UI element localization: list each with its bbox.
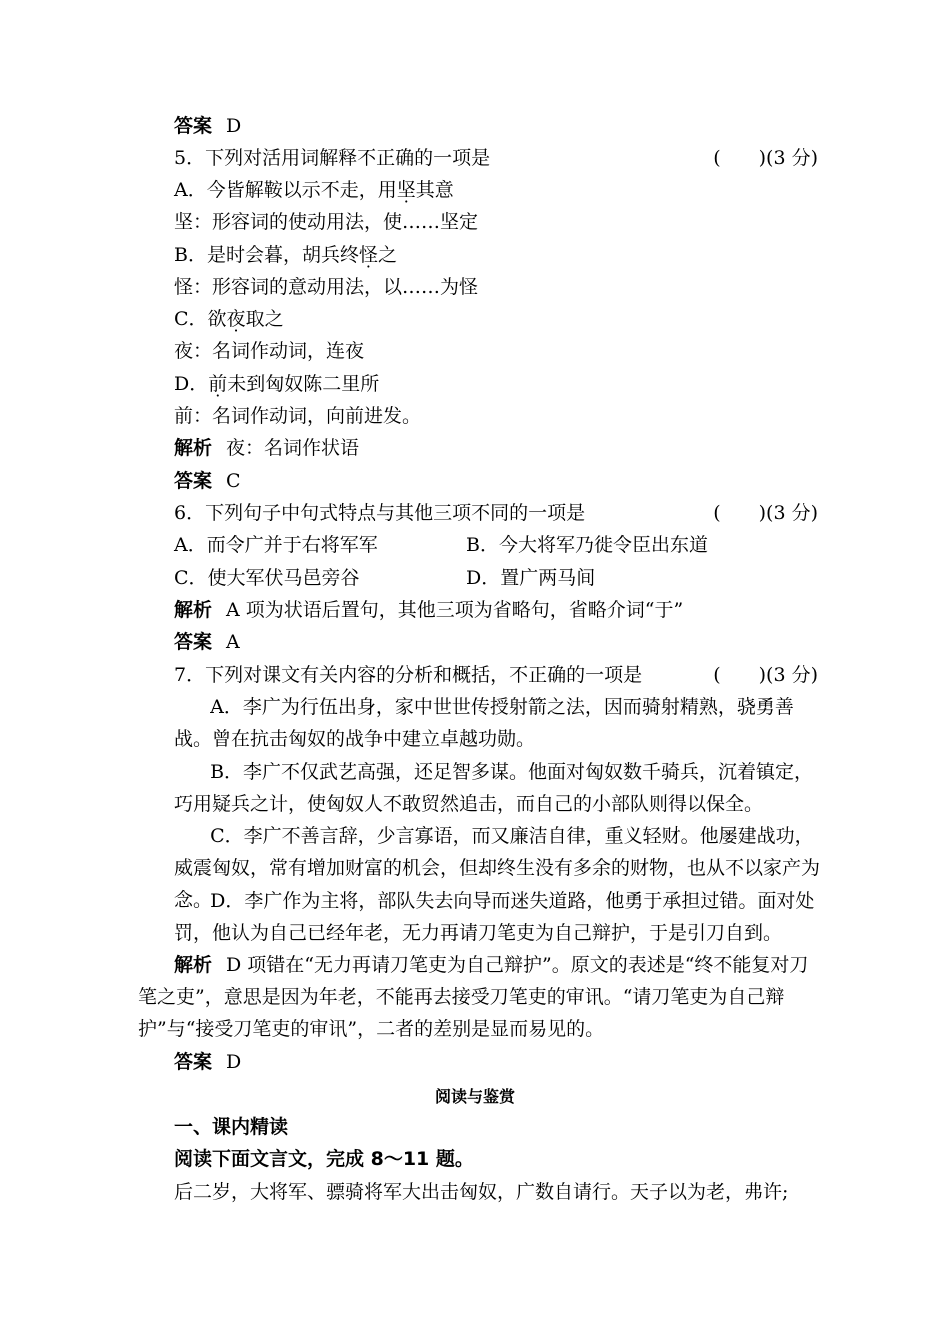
q5-option-d-explanation: 前：名词作动词，向前进发。 [174,405,422,427]
analysis-label: 解析 [174,437,213,459]
option-text: C．欲 [174,308,227,330]
answer-value: A [226,631,240,653]
emphasis-char: 怪 [358,244,378,266]
q6-stem [174,501,824,525]
q5-option-c [174,307,824,331]
answer-label: 答案 [174,115,213,137]
analysis-label: 解析 [174,599,213,621]
q6-stem-text: 6．下列句子中句式特点与其他三项不同的一项是 [174,502,586,524]
analysis-text: 夜：名词作状语 [226,437,360,459]
option-text: 取之 [245,308,284,330]
q6-options-row-2 [174,566,824,590]
q5-option-a [174,178,824,202]
q7-option-c: C．李广不善言辞，少言寡语，而又廉洁自律，重义轻财。他屡建战功，威震匈奴，常有增加财富的机会，但却终生没有多余的财物，也从不以家产为念。 [174,825,821,911]
q6-option-a: A．而令广并于右将军军 [174,534,378,556]
option-text: A．今皆解鞍以示不走，用 [174,179,397,201]
q6-option-b: B．今大将军乃徙令臣出东道 [466,534,708,556]
q7-score: ( )(3 分) [713,664,818,686]
q5-option-d [174,372,824,396]
analysis-text: A 项为状语后置句，其他三项为省略句，省略介词“于” [226,599,684,621]
q5-score: ( )(3 分) [713,147,818,169]
q6-answer [174,630,824,654]
answer-label: 答案 [174,631,213,653]
q6-option-d: D．置广两马间 [466,567,596,589]
q7-analysis [138,949,820,1045]
q7-option-d: D．李广作为主将，部队失去向导而迷失道路，他勇于承担过错。面对处罚，他认为自己已经年老，无力再请刀笔吏为自己辩护，于是引刀自到。 [174,890,815,944]
q5-option-c-explanation: 夜：名词作动词，连夜 [174,340,365,362]
analysis-text: D 项错在“无力再请刀笔吏为自己辩护”。原文的表述是“终不能复对刀笔之吏”，意思是因为年老，不能再去接受刀笔吏的审讯。“请刀笔吏为自己辩护”与“接受刀笔吏的审讯”，二者的差别是显而易见的。 [138,954,809,1040]
q7-answer [174,1050,824,1074]
q5-option-b [174,243,824,267]
q5-stem [174,146,824,170]
option-text: D． [174,373,209,395]
emphasis-char: 夜 [226,308,246,330]
q6-options-row-1 [174,533,824,557]
passage-first-line: 后二岁，大将军、骠骑将军大出击匈奴，广数自请行。天子以为老，弗许; [174,1181,789,1203]
q7-option-b: B．李广不仅武艺高强，还足智多谋。他面对匈奴数千骑兵，沉着镇定，巧用疑兵之计，使匈奴人不敢贸然追击，而自己的小部队则得以保全。 [174,761,814,815]
q7-stem [174,663,824,687]
option-text: 其意 [415,179,454,201]
q5-option-a-explanation: 坚：形容词的使动用法，使……坚定 [174,211,479,233]
option-text: 未到匈奴陈二里所 [227,373,380,395]
answer-value: D [226,115,242,137]
q6-analysis [174,598,824,622]
subsection-title: 一、课内精读 [174,1116,289,1138]
section-title: 阅读与鉴赏 [434,1087,515,1106]
q5-option-b-explanation: 怪：形容词的意动用法，以……为怪 [174,276,479,298]
q5-answer [174,469,824,493]
answer-label: 答案 [174,1051,213,1073]
q6-score: ( )(3 分) [713,502,818,524]
q7-stem-text: 7．下列对课文有关内容的分析和概括，不正确的一项是 [174,664,643,686]
answer-label: 答案 [174,470,213,492]
q6-option-c: C．使大军伏马邑旁谷 [174,567,360,589]
answer-value: C [226,470,241,492]
option-text: 之 [377,244,397,266]
q5-analysis [174,436,824,460]
q4-answer-line [174,114,824,138]
q7-option-a: A．李广为行伍出身，家中世世传授射箭之法，因而骑射精熟，骁勇善战。曾在抗击匈奴的战争中建立卓越功勋。 [174,696,794,750]
q5-stem-text: 5．下列对活用词解释不正确的一项是 [174,147,491,169]
reading-instruction: 阅读下面文言文，完成 8～11 题。 [174,1148,474,1170]
option-text: B．是时会暮，胡兵终 [174,244,359,266]
emphasis-char: 坚 [396,179,416,201]
answer-value: D [226,1051,242,1073]
analysis-label: 解析 [174,954,213,976]
emphasis-char: 前 [208,373,228,395]
